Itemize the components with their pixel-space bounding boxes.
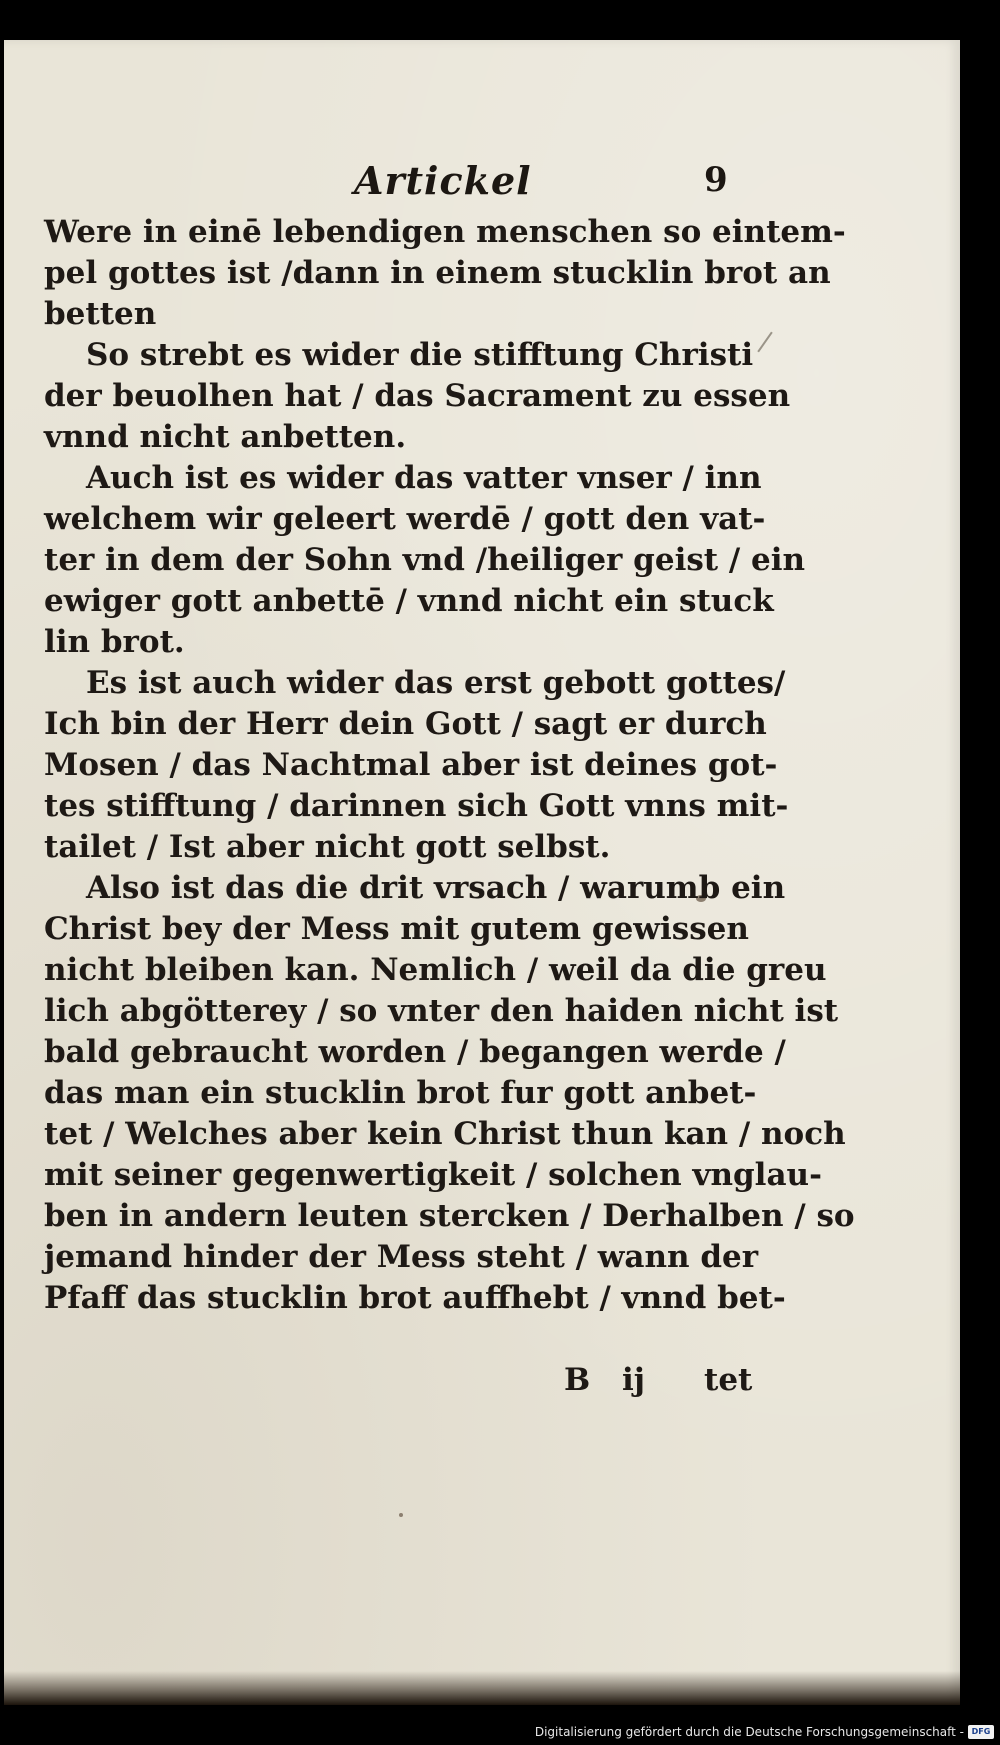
- margin-pen-stroke: [757, 332, 772, 353]
- dfg-logo: DFG: [968, 1725, 994, 1739]
- text-line: ter in dem der Sohn vnd /heiliger geist / ein: [44, 542, 806, 578]
- body-text: [44, 212, 855, 1319]
- text-line: betten: [44, 296, 157, 332]
- book-page: [4, 40, 960, 1705]
- text-line: So strebt es wider die stifftung Christi: [86, 337, 754, 373]
- text-line: tes stifftung / darinnen sich Gott vnns mit-: [44, 788, 789, 824]
- text-line: pel gottes ist /dann in einem stucklin brot an: [44, 255, 831, 291]
- signature-mark: B: [564, 1362, 591, 1398]
- text-line: lin brot.: [44, 624, 185, 660]
- text-line: tailet / Ist aber nicht gott selbst.: [44, 829, 611, 865]
- text-line: tet / Welches aber kein Christ thun kan / noch: [44, 1116, 846, 1152]
- page-header: [4, 158, 960, 210]
- running-title: Artickel: [354, 158, 532, 203]
- text-line: Auch ist es wider das vatter vnser / inn: [86, 460, 762, 496]
- text-line: Ich bin der Herr dein Gott / sagt er durch: [44, 706, 767, 742]
- text-line: Were in einē lebendigen menschen so eintem-: [44, 214, 846, 250]
- text-line: das man ein stucklin brot fur gott anbet-: [44, 1075, 757, 1111]
- signature-line: [4, 1362, 960, 1406]
- text-line: ben in andern leuten stercken / Derhalben / so: [44, 1198, 855, 1234]
- ink-speck: [399, 1513, 403, 1517]
- signature-number: ij: [622, 1362, 645, 1398]
- text-line: jemand hinder der Mess steht / wann der: [44, 1239, 759, 1275]
- catchword: tet: [704, 1362, 753, 1398]
- text-line: bald gebraucht worden / begangen werde /: [44, 1034, 786, 1070]
- text-line: lich abgötterey / so vnter den haiden nicht ist: [44, 993, 839, 1029]
- text-line: Pfaff das stucklin brot auffhebt / vnnd bet-: [44, 1280, 786, 1316]
- page-number: 9: [704, 160, 728, 200]
- text-line: Mosen / das Nachtmal aber ist deines got-: [44, 747, 778, 783]
- text-line: mit seiner gegenwertigkeit / solchen vnglau-: [44, 1157, 822, 1193]
- text-line: Also ist das die drit vrsach / warumb ein: [86, 870, 786, 906]
- text-line: welchem wir geleert werdē / gott den vat-: [44, 501, 766, 537]
- text-line: ewiger gott anbettē / vnnd nicht ein stuck: [44, 583, 774, 619]
- text-line: vnnd nicht anbetten.: [44, 419, 407, 455]
- text-line: nicht bleiben kan. Nemlich / weil da die greu: [44, 952, 827, 988]
- text-line: Christ bey der Mess mit gutem gewissen: [44, 911, 749, 947]
- digitization-credit: Digitalisierung gefördert durch die Deutsche Forschungsgemeinschaft -: [534, 1725, 964, 1739]
- text-line: Es ist auch wider das erst gebott gottes/: [86, 665, 786, 701]
- text-line: der beuolhen hat / das Sacrament zu essen: [44, 378, 791, 414]
